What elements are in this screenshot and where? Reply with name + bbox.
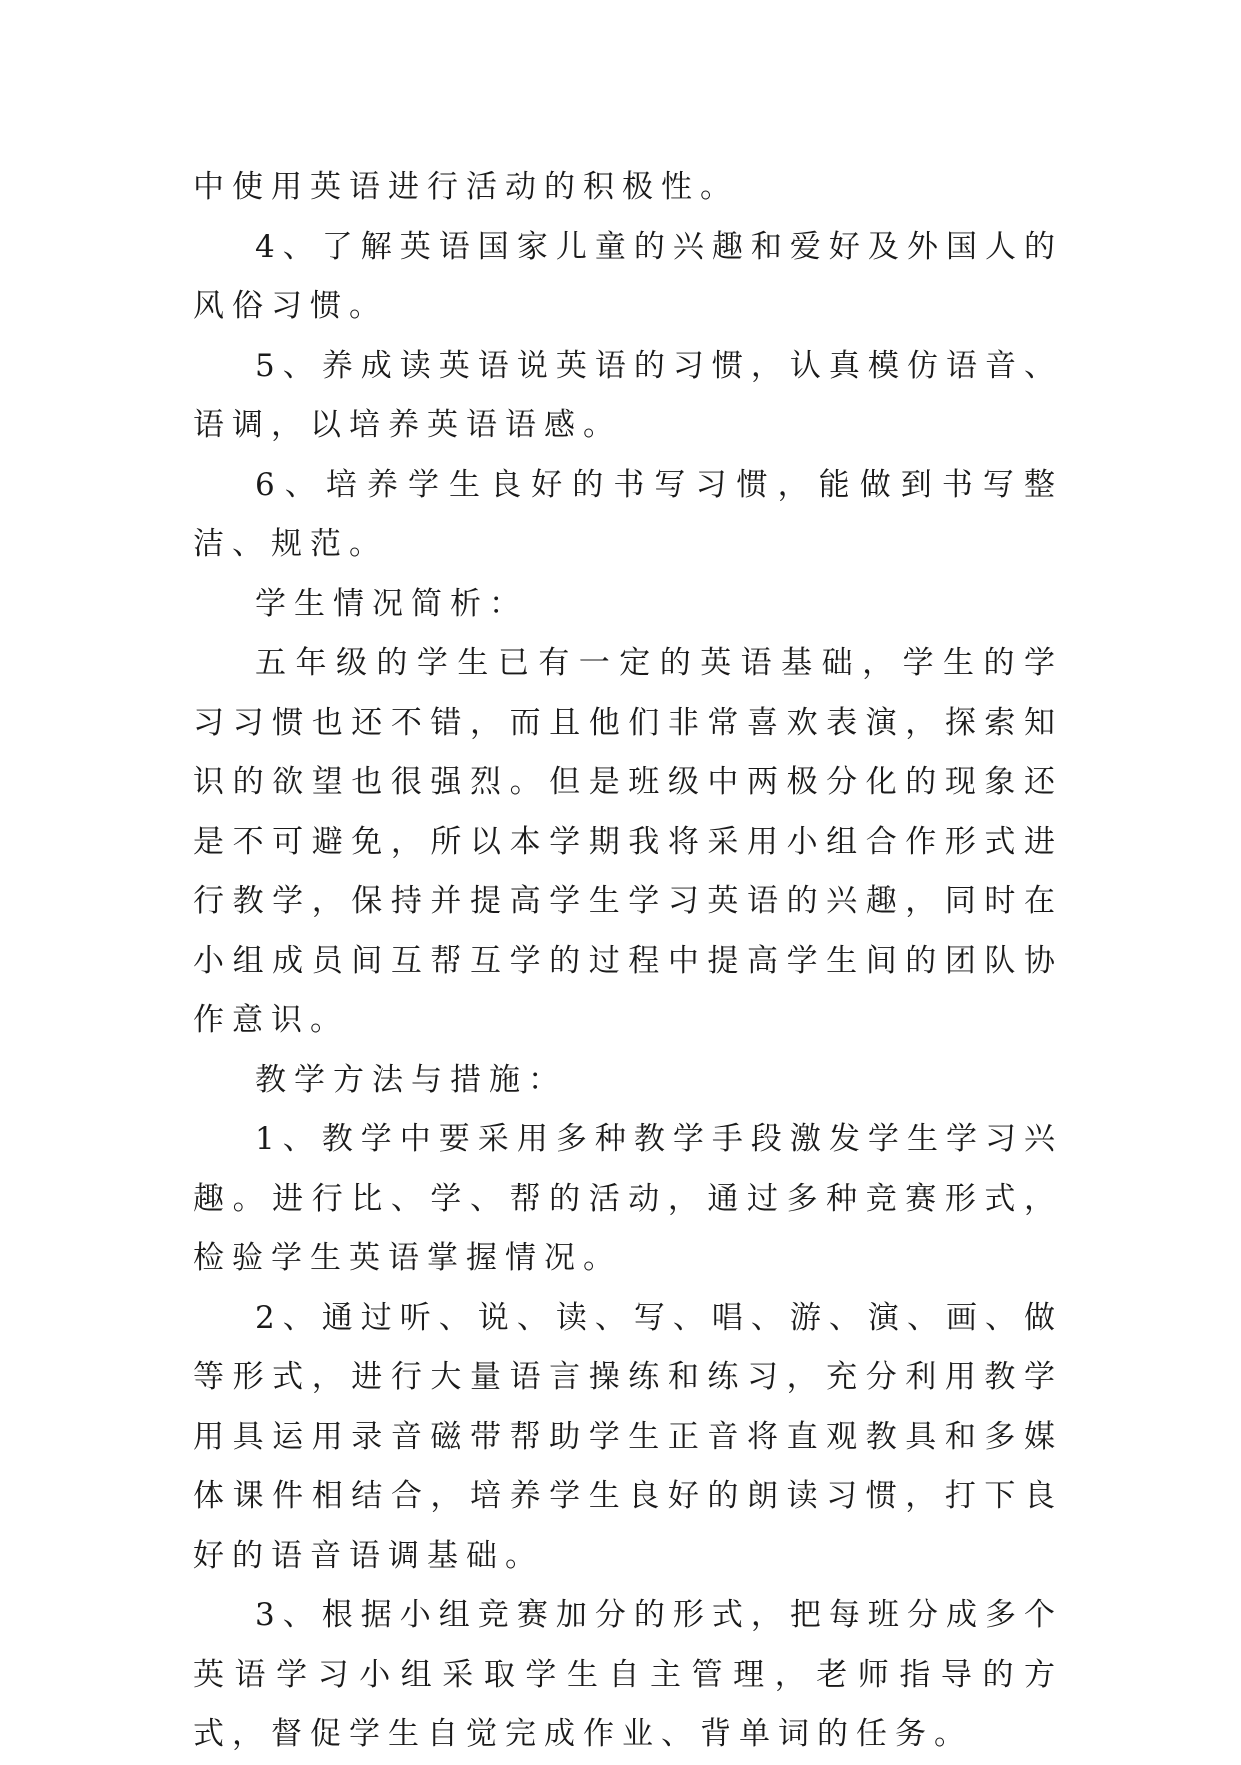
paragraph-goal-4: 4、了解英语国家儿童的兴趣和爱好及外国人的风俗习惯。 <box>193 228 1063 324</box>
paragraph-method-1: 1、教学中要采用多种教学手段激发学生学习兴趣。进行比、学、帮的活动，通过多种竞赛形式，检验学生英语掌握情况。 <box>193 1121 1063 1276</box>
paragraph-student-analysis: 五年级的学生已有一定的英语基础，学生的学习习惯也还不错，而且他们非常喜欢表演，探索知识的欲望也很强烈。但是班级中两极分化的现象还是不可避免，所以本学期我将采用小组合作形式进行教学，保持并提高学生学习英语的兴趣，同时在小组成员间互帮互学的过程中提高学生间的团队协作意识。 <box>193 645 1063 1038</box>
paragraph-method-2: 2、通过听、说、读、写、唱、游、演、画、做等形式，进行大量语言操练和练习，充分利用教学用具运用录音磁带帮助学生正音将直观教具和多媒体课件相结合，培养学生良好的朗读习惯，打下良好的语音语调基础。 <box>193 1299 1063 1574</box>
document-body <box>193 158 1063 1765</box>
section-heading-methods: 教学方法与措施： <box>255 1061 567 1098</box>
paragraph-method-3: 3、根据小组竞赛加分的形式，把每班分成多个英语学习小组采取学生自主管理，老师指导的方式，督促学生自觉完成作业、背单词的任务。 <box>193 1597 1063 1752</box>
paragraph-goal-6: 6、培养学生良好的书写习惯，能做到书写整洁、规范。 <box>193 466 1063 562</box>
paragraph-goal-5: 5、养成读英语说英语的习惯，认真模仿语音、语调，以培养英语语感。 <box>193 347 1063 443</box>
paragraph-continuation: 中使用英语进行活动的积极性。 <box>193 169 739 205</box>
section-heading-student-analysis: 学生情况简析： <box>255 585 528 622</box>
